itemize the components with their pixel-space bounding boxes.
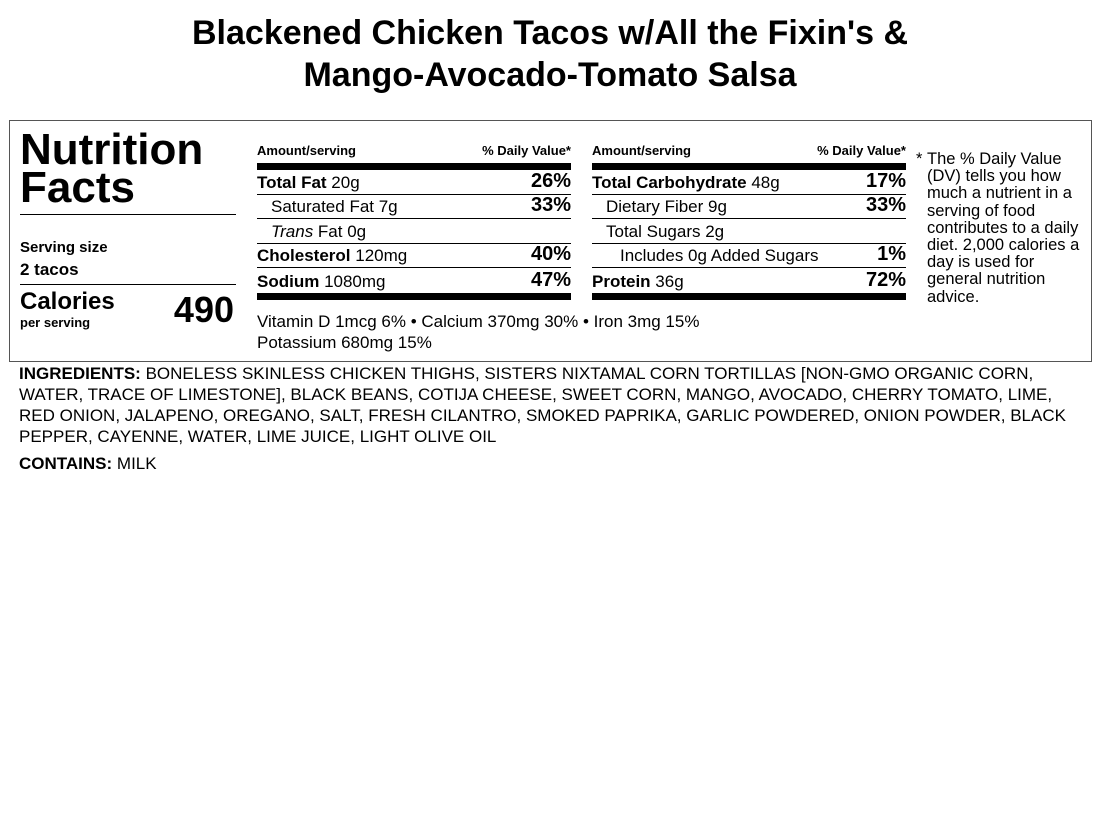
nutrient-row-total-carbohydrate [592, 170, 906, 195]
nutrient-row-trans-fat [257, 219, 571, 244]
nutrient-name: Total Carbohydrate [592, 172, 747, 192]
nutrient-row-added-sugars [592, 244, 906, 269]
heading-line1: Nutrition [20, 125, 204, 174]
contains-text: MILK [112, 454, 157, 473]
allergen-statement [19, 453, 157, 474]
vitamins-minerals [257, 311, 699, 353]
nutrient-row-cholesterol [257, 244, 571, 269]
nutrient-row-dietary-fiber [592, 195, 906, 220]
nutrient-amount: Fat 0g [313, 221, 367, 241]
nutrient-column-left [257, 143, 571, 300]
nutrient-dv: 72% [865, 268, 906, 291]
calories-label: Calories [20, 288, 115, 315]
vitamins-line1: Vitamin D 1mcg 6% • Calcium 370mg 30% • Iron 3mg 15% [257, 312, 700, 331]
calories-per-serving: per serving [20, 315, 91, 330]
nutrition-facts-panel [9, 120, 1092, 362]
ingredients-text: BONELESS SKINLESS CHICKEN THIGHS, SISTERS NIXTAMAL CORN TORTILLAS [NON-GMO ORGANIC CORN, WATER, TRACE OF LIMESTONE], BLACK BEANS, COTIJA CHEESE, SWEET CORN, MANGO, AVOCADO, CHERRY TOMATO, LIME, RED ONION, JALAPENO, OREGANO, SALT, FRESH CILANTRO, SMOKED PAPRIKA, GARLIC POWDERED, ONION POWDER, BLACK PEPPER, CAYENNE, WATER, LIME JUICE, LIGHT OLIVE OIL [19, 364, 1066, 446]
nutrient-row-sodium [257, 268, 571, 293]
divider [20, 214, 236, 215]
nutrient-dv: 33% [530, 194, 571, 216]
ingredients-statement [19, 363, 1084, 447]
nutrient-name: Total Fat [257, 172, 327, 192]
serving-size-label: Serving size [20, 239, 108, 256]
amount-header: Amount/serving [257, 143, 356, 158]
nutrient-name: Total Sugars 2g [606, 221, 725, 241]
column-header [592, 143, 906, 163]
nutrient-dv: 26% [530, 169, 571, 192]
nutrient-column-right [592, 143, 906, 300]
column-header [257, 143, 571, 163]
nutrient-dv: 47% [530, 268, 571, 291]
serving-size-value: 2 tacos [20, 260, 79, 279]
amount-header: Amount/serving [592, 143, 691, 158]
nutrient-row-total-fat [257, 170, 571, 195]
nutrient-amount: 48g [746, 172, 780, 192]
nutrient-amount: 36g [650, 271, 684, 291]
nutrient-dv: 33% [865, 194, 906, 216]
nutrient-amount: 120mg [350, 246, 408, 265]
divider [20, 284, 236, 285]
nutrient-dv: 17% [865, 169, 906, 192]
footnote-text: The % Daily Value (DV) tells you how much a nutrient in a serving of food contributes to a daily diet. 2,000 calories a day is used for general nutrition advice. [927, 150, 1080, 306]
nutrient-amount: 1080mg [319, 271, 386, 291]
nutrient-row-saturated-fat [257, 195, 571, 220]
contains-label: CONTAINS: [19, 454, 113, 473]
nutrient-name: Cholesterol [257, 246, 351, 265]
dv-header: % Daily Value* [817, 143, 906, 158]
recipe-title-line1: Blackened Chicken Tacos w/All the Fixin's & [192, 14, 908, 52]
nutrient-name: Protein [592, 271, 651, 291]
daily-value-footnote [916, 151, 1088, 306]
nutrient-name: Sodium [257, 271, 320, 291]
dv-header: % Daily Value* [482, 143, 571, 158]
nutrition-facts-heading [20, 125, 204, 212]
ingredients-label: INGREDIENTS: [19, 364, 141, 383]
nutrient-amount: 20g [326, 172, 360, 192]
vitamins-line2: Potassium 680mg 15% [257, 333, 432, 352]
thick-rule [257, 163, 571, 170]
nutrient-row-protein [592, 268, 906, 293]
nutrient-row-total-sugars [592, 219, 906, 244]
calories-value: 490 [173, 289, 234, 330]
recipe-title-line2: Mango-Avocado-Tomato Salsa [303, 56, 797, 94]
thick-rule [592, 163, 906, 170]
nutrient-name: Saturated Fat 7g [271, 197, 398, 216]
nutrient-name: Dietary Fiber 9g [606, 197, 727, 216]
nutrient-name-italic: Trans [271, 221, 314, 241]
thick-rule [592, 293, 906, 300]
heading-line2: Facts [20, 163, 135, 212]
thick-rule [257, 293, 571, 300]
footnote-asterisk: * [916, 150, 923, 168]
nutrient-dv: 1% [877, 243, 906, 265]
nutrient-name: Includes 0g Added Sugars [620, 246, 819, 265]
nutrient-dv: 40% [530, 243, 571, 265]
recipe-title [0, 12, 1100, 96]
